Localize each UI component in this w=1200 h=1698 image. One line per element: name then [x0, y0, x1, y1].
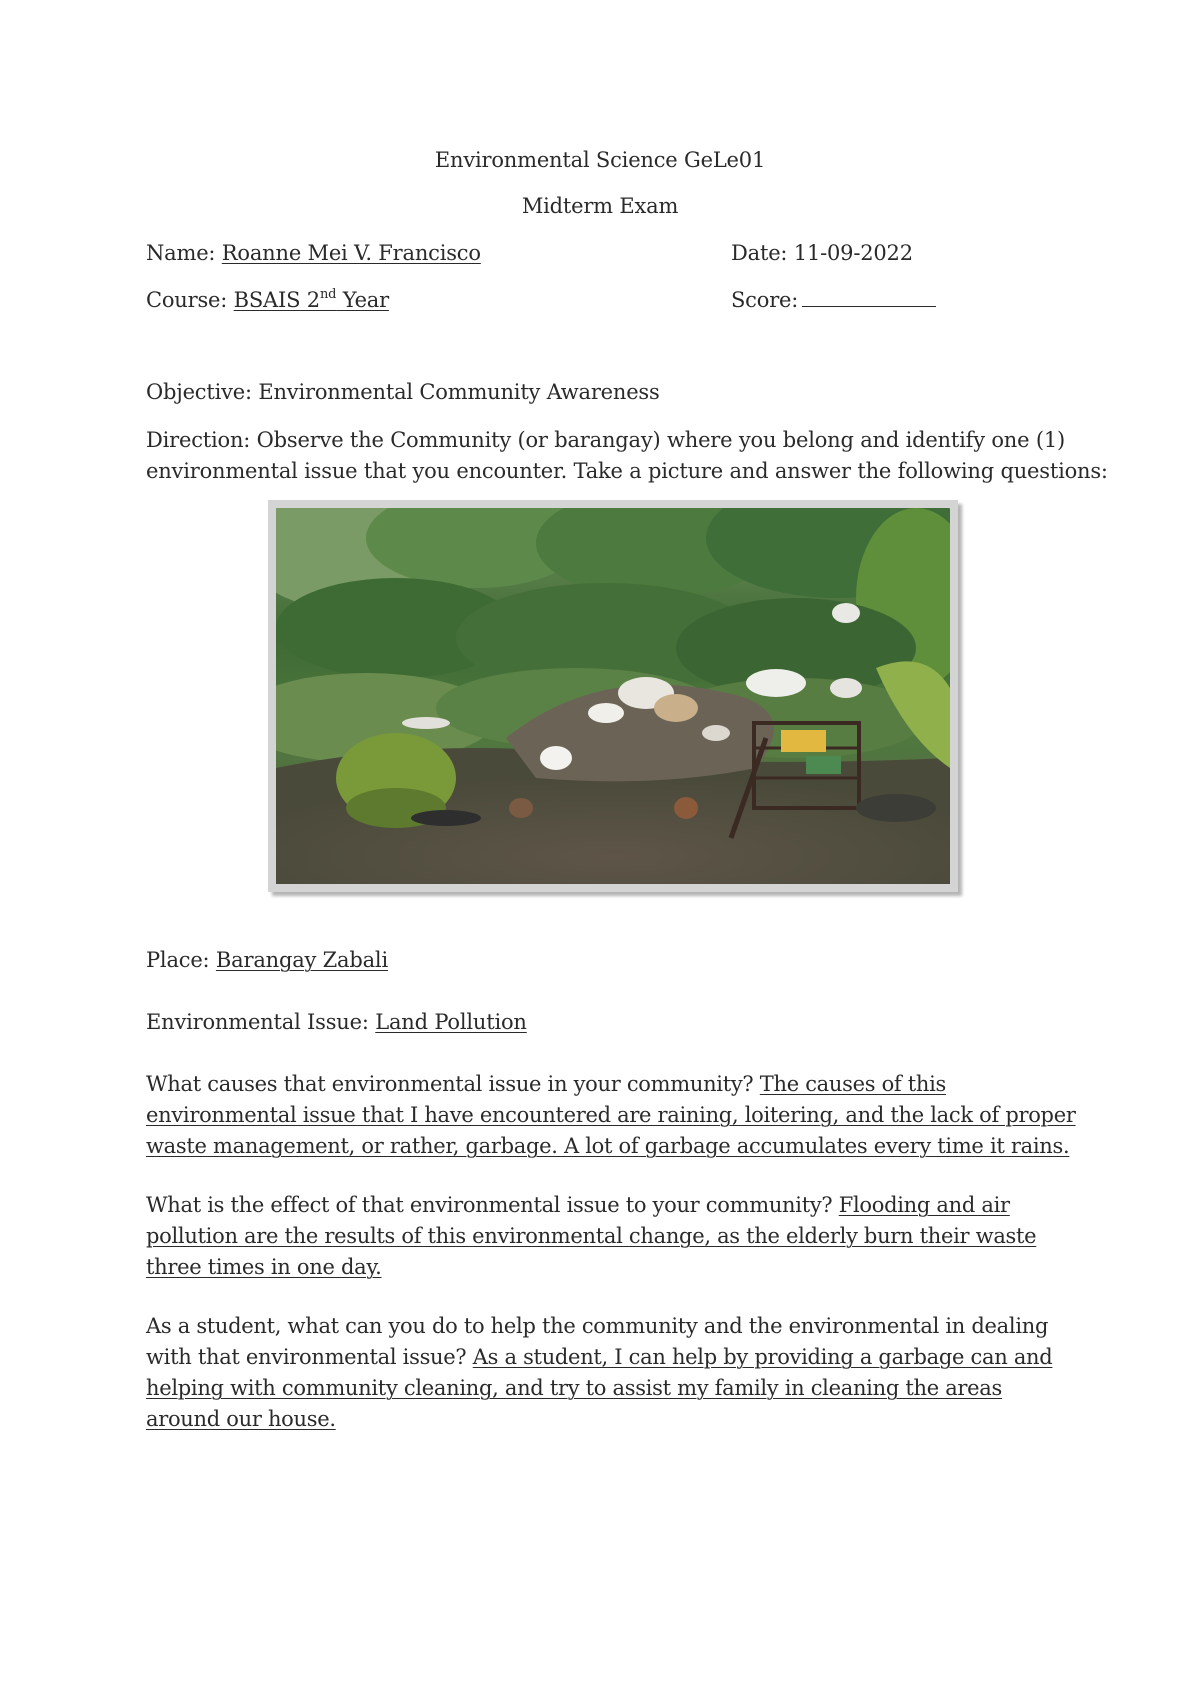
score-blank: [802, 286, 936, 307]
issue-label: Environmental Issue:: [146, 1010, 369, 1034]
document-subtitle: Midterm Exam: [521, 194, 679, 218]
date-value: 11-09-2022: [793, 241, 913, 265]
course-sup: nd: [319, 287, 337, 302]
date-label: Date:: [731, 241, 788, 265]
direction-line-2: environmental issue that you encounter. Take a picture and answer the following questions:: [146, 459, 1108, 483]
issue-line: [146, 1007, 527, 1037]
course-line: [146, 285, 389, 315]
photo-of-garbage-pile-icon: [276, 508, 950, 884]
score-label: Score:: [731, 288, 799, 312]
question-3-block: [146, 1311, 1076, 1435]
course-label: Course:: [146, 288, 228, 312]
photo-frame: [268, 500, 958, 892]
course-prefix: BSAIS 2: [233, 288, 320, 312]
name-value: Roanne Mei V. Francisco: [221, 241, 481, 265]
answer-3: As a student, I can help by providing a garbage can and helping with community cleaning, and try to assist my family in cleaning the areas around our house.: [146, 1345, 1053, 1431]
objective: Objective: Environmental Community Awareness: [146, 380, 660, 404]
document-title: Environmental Science GeLe01: [434, 148, 766, 172]
course-suffix: Year: [336, 288, 389, 312]
course-value: [234, 288, 389, 312]
place-label: Place:: [146, 948, 210, 972]
question-1-block: [146, 1069, 1076, 1162]
name-line: [146, 238, 481, 268]
place-value: Barangay Zabali: [215, 948, 388, 972]
issue-value: Land Pollution: [375, 1010, 527, 1034]
date-line: [731, 238, 913, 268]
answer-1: The causes of this environmental issue that I have encountered are raining, loitering, and the lack of proper waste management, or rather, garbage. A lot of garbage accumulates every time it rains.: [146, 1072, 1076, 1158]
question-2: What is the effect of that environmental issue to your community?: [146, 1193, 833, 1217]
answer-2: Flooding and air pollution are the results of this environmental change, as the elderly burn their waste three times in one day.: [146, 1193, 1037, 1279]
score-line: [731, 285, 936, 315]
place-line: [146, 945, 388, 975]
direction-line-1: Direction: Observe the Community (or barangay) where you belong and identify one (1): [146, 428, 1065, 452]
question-3: As a student, what can you do to help the community and the environmental in dealing with that environmental issue?: [146, 1314, 1049, 1369]
question-2-block: [146, 1190, 1076, 1283]
garbage-photo: [276, 508, 950, 884]
name-label: Name:: [146, 241, 216, 265]
question-1: What causes that environmental issue in your community?: [146, 1072, 754, 1096]
